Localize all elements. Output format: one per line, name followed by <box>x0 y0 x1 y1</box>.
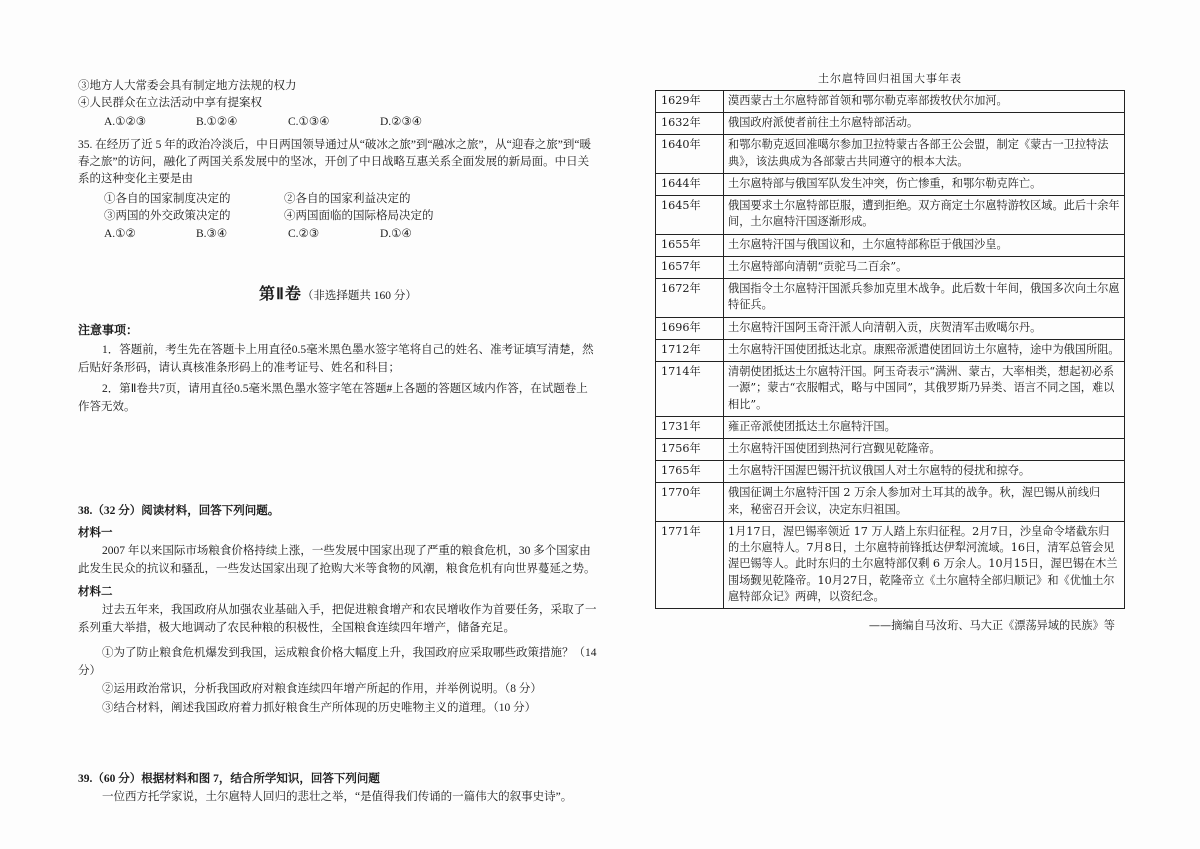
q35-option-b: B.③④ <box>196 228 228 240</box>
q35-item-4: ④两国面临的国际格局决定的 <box>284 209 434 222</box>
notice-title: 注意事项： <box>78 323 139 338</box>
row-event: 土尔扈特汗国使团抵达北京。康熙帝派遣使团回访土尔扈特，途中为俄国所阻。 <box>724 339 1125 361</box>
row-year: 1731年 <box>656 416 724 438</box>
table-row <box>656 362 1125 417</box>
row-event: 土尔扈特汗国阿玉奇汗派人向清朝入贡，庆贺清军击败噶尔丹。 <box>724 317 1125 339</box>
row-year: 1756年 <box>656 438 724 460</box>
material-2-text: 过去五年来，我国政府从加强农业基础入手，把促进粮食增产和农民增收作为首要任务，采取了一系列重大举措，极大地调动了农民种粮的积极性，全国粮食连续四年增产，储备充足。 <box>78 603 597 634</box>
question-38-title: 38.（32 分）阅读材料，回答下列问题。 <box>78 504 280 517</box>
notice-item-2-text: 2．第Ⅱ卷共7页，请用直径0.5毫米黑色墨水签字笔在答题#上各题的答题区域内作答，在试题卷上作答无效。 <box>78 382 588 413</box>
row-event: 俄国征调土尔扈特汗国 2 万余人参加对土耳其的战争。秋，渥巴锡从前线归来，秘密召开会议，决定东归祖国。 <box>724 483 1125 521</box>
row-year: 1712年 <box>656 339 724 361</box>
row-event: 土尔扈特部与俄国军队发生冲突，伤亡惨重，和鄂尔勒克阵亡。 <box>724 173 1125 195</box>
row-event: 土尔扈特部向清朝“贡驼马二百余”。 <box>724 256 1125 278</box>
row-year: 1714年 <box>656 362 724 417</box>
top-option-b: B.①②④ <box>196 115 238 128</box>
table-row <box>656 339 1125 361</box>
question-35 <box>78 137 598 244</box>
table-row <box>656 135 1125 173</box>
row-year: 1645年 <box>656 196 724 234</box>
top-option-c: C.①③④ <box>288 115 330 128</box>
question-38 <box>78 503 598 718</box>
question-35-number: 35. <box>78 138 93 151</box>
question-39-text: 一位西方托学家说，土尔扈特人回归的悲壮之举，“是值得我们传诵的一篇伟大的叙事史诗”。 <box>102 791 573 804</box>
row-year: 1771年 <box>656 521 724 608</box>
table-row <box>656 279 1125 317</box>
q35-options <box>104 226 598 243</box>
material-1-text: 2007 年以来国际市场粮食价格持续上涨，一些发展中国家出现了严重的粮食危机，30 多个国家由此发生民众的抗议和骚乱，一些发达国家出现了抢购大米等食物的风潮，粮食危机有向世界蔓延之势。 <box>78 545 596 575</box>
section-two-subtitle: （非选择题共 160 分） <box>301 290 417 303</box>
table-row <box>656 234 1125 256</box>
table-row <box>656 317 1125 339</box>
row-year: 1672年 <box>656 279 724 317</box>
events-table <box>655 90 1125 609</box>
top-item-4: ④人民群众在立法活动中享有提案权 <box>78 97 262 110</box>
table-row <box>656 196 1125 234</box>
question-39-title: 39.（60 分）根据材料和图 7，结合所学知识，回答下列问题 <box>78 773 380 786</box>
events-table-body <box>656 91 1125 609</box>
q35-item-3: ③两国的外交政策决定的 <box>104 209 231 222</box>
table-row <box>656 256 1125 278</box>
q35-option-a: A.①② <box>104 228 136 240</box>
row-event: 雍正帝派使团抵达土尔扈特汗国。 <box>724 416 1125 438</box>
section-two-title: 第Ⅱ卷 <box>259 286 302 304</box>
question-38-sub-3: ③结合材料，阐述我国政府着力抓好粮食生产所体现的历史唯物主义的道理。（10 分） <box>102 701 537 714</box>
row-year: 1644年 <box>656 173 724 195</box>
row-event: 俄国要求土尔扈特部臣服，遭到拒绝。双方商定土尔扈特游牧区域。此后十余年间，土尔扈特汗国逐渐形成。 <box>724 196 1125 234</box>
left-column <box>78 78 598 807</box>
question-35-body: 在经历了近 5 年的政治冷淡后，中日两国领导通过从“破冰之旅”到“融冰之旅”，从“迎春之旅”到“暖春之旅”的访问，融化了两国关系发展中的坚冰，开创了中日战略互惠关系全面发展的新局面。中日关系的这种变化主要是由 <box>78 138 591 186</box>
row-year: 1696年 <box>656 317 724 339</box>
row-event: 和鄂尔勒克返回准噶尔参加卫拉特蒙古各部王公会盟，制定《蒙古一卫拉特法典》，该法典成为各部蒙古共同遵守的根本大法。 <box>724 135 1125 173</box>
material-1-label: 材料一 <box>78 526 113 539</box>
top-options <box>104 114 598 131</box>
row-year: 1657年 <box>656 256 724 278</box>
table-row <box>656 438 1125 460</box>
table-row <box>656 113 1125 135</box>
top-option-d: D.②③④ <box>380 115 423 128</box>
events-table-source: ——摘编自马汝珩、马大正《漂荡异域的民族》等 <box>868 619 1115 633</box>
table-row <box>656 521 1125 608</box>
table-row <box>656 173 1125 195</box>
question-38-sub-2: ②运用政治常识，分析我国政府对粮食连续四年增产所起的作用，并举例说明。（8 分） <box>102 683 542 696</box>
row-event: 俄国政府派使者前往土尔扈特部活动。 <box>724 113 1125 135</box>
q35-option-c: C.②③ <box>288 228 320 240</box>
row-event: 土尔扈特汗国渥巴锡汗抗议俄国人对土尔扈特的侵扰和掠夺。 <box>724 461 1125 483</box>
row-event: 1月17日，渥巴锡率领近 17 万人踏上东归征程。2月7日，沙皇命令堵截东归的土尔扈特人。7月8日，土尔扈特前锋抵达伊犁河流域。16日，清军总管会见渥巴锡等人。此时东归的土尔扈特部仅剩 6 万余人。10月15日，渥巴锡在木兰围场觐见乾隆帝。10月27日，乾隆帝立《土尔扈特全部归顺记》和《优恤土尔扈特部众记》两碑，以资纪念。 <box>724 521 1125 608</box>
row-year: 1640年 <box>656 135 724 173</box>
question-38-sub-1: ①为了防止粮食危机爆发到我国，运成粮食价格大幅度上升，我国政府应采取哪些政策措施？（14 分） <box>78 646 597 677</box>
row-year: 1655年 <box>656 234 724 256</box>
row-event: 土尔扈特汗国使团到热河行宫觐见乾隆帝。 <box>724 438 1125 460</box>
table-row <box>656 91 1125 113</box>
row-event: 俄国指令土尔扈特汗国派兵参加克里木战争。此后数十年间，俄国多次向土尔扈特征兵。 <box>724 279 1125 317</box>
row-event: 漠西蒙古土尔扈特部首领和鄂尔勒克率部拨牧伏尔加河。 <box>724 91 1125 113</box>
section-two-heading <box>78 283 598 307</box>
q35-item-2: ②各自的国家利益决定的 <box>284 192 411 205</box>
row-year: 1765年 <box>656 461 724 483</box>
events-table-title: 土尔扈特回归祖国大事年表 <box>818 72 962 85</box>
row-year: 1770年 <box>656 483 724 521</box>
q35-item-1: ①各自的国家制度决定的 <box>104 192 231 205</box>
material-2-label: 材料二 <box>78 585 113 598</box>
top-item-3: ③地方人大常委会具有制定地方法规的权力 <box>78 80 297 92</box>
q35-option-d: D.①④ <box>380 228 412 240</box>
row-event: 清朝使团抵达土尔扈特汗国。阿玉奇表示“满洲、蒙古，大率相类，想起初必系一源”；蒙古“衣服帽式，略与中国同”，其俄罗斯乃异类、语言不同之国，难以相比”。 <box>724 362 1125 417</box>
question-35-text <box>78 137 598 189</box>
question-39 <box>78 771 598 807</box>
row-year: 1629年 <box>656 91 724 113</box>
top-option-a: A.①②③ <box>104 115 147 128</box>
notice-item-2 <box>78 381 598 417</box>
row-year: 1632年 <box>656 113 724 135</box>
table-row <box>656 461 1125 483</box>
table-row <box>656 483 1125 521</box>
right-column <box>655 70 1125 633</box>
notice-item-1: 1．答题前，考生先在答题卡上用直径0.5毫米黑色墨水签字笔将自己的姓名、准考证填写清楚，然后贴好条形码，请认真核准条形码上的准考证号、姓名和科目； <box>78 344 594 375</box>
row-event: 土尔扈特汗国与俄国议和，土尔扈特部称臣于俄国沙皇。 <box>724 234 1125 256</box>
table-row <box>656 416 1125 438</box>
